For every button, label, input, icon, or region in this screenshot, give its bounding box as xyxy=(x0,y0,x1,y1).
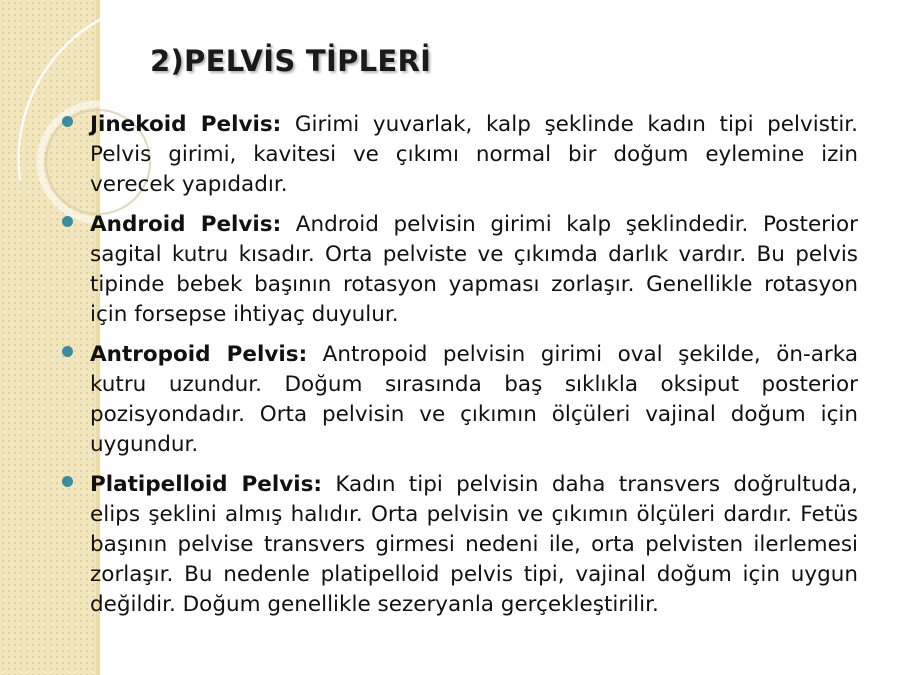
bullet-term: Jinekoid Pelvis: xyxy=(90,112,282,137)
bullet-item-android xyxy=(62,210,858,330)
bullet-text xyxy=(90,110,858,200)
bullet-item-jinekoid xyxy=(62,110,858,200)
bullet-dot-icon xyxy=(62,216,73,227)
bullet-item-antropoid xyxy=(62,340,858,460)
bullet-term: Android Pelvis: xyxy=(90,212,282,237)
bullet-text xyxy=(90,210,858,330)
bullet-text xyxy=(90,470,858,620)
bullet-dot-icon xyxy=(62,476,73,487)
bullet-term: Antropoid Pelvis: xyxy=(90,342,308,367)
bullet-description: Kadın tipi pelvisin daha transvers doğrultuda, elips şeklini almış halıdır. Orta pelvisin ve çıkımın ölçüleri dardır. Fetüs başının pelvise transvers girmesi nedeni ile, orta pelvisten ilerlemesi zorlaşır. Bu nedenle platipelloid pelvis tipi, vajinal doğum için uygun değildir. Doğum genellikle sezeryanla gerçekleştirilir. xyxy=(90,472,858,617)
bullet-description: Antropoid pelvisin girimi oval şekilde, ön-arka kutru uzundur. Doğum sırasında baş sıklıkla oksiput posterior pozisyondadır. Orta pelvisin ve çıkımın ölçüleri vajinal doğum için uygundur. xyxy=(90,342,858,457)
bullet-text xyxy=(90,340,858,460)
bullet-list xyxy=(62,110,858,630)
bullet-description: Girimi yuvarlak, kalp şeklinde kadın tipi pelvistir. Pelvis girimi, kavitesi ve çıkımı normal bir doğum eylemine izin verecek yapıdadır. xyxy=(90,112,858,197)
bullet-description: Android pelvisin girimi kalp şeklindedir. Posterior sagital kutru kısadır. Orta pelviste ve çıkımda darlık vardır. Bu pelvis tipinde bebek başının rotasyon yapması zorlaşır. Genellikle rotasyon için forsepse ihtiyaç duyulur. xyxy=(90,212,858,327)
bullet-dot-icon xyxy=(62,116,73,127)
slide-title: 2)PELVİS TİPLERİ xyxy=(150,44,432,78)
bullet-item-platipelloid xyxy=(62,470,858,620)
bullet-dot-icon xyxy=(62,346,73,357)
bullet-term: Platipelloid Pelvis: xyxy=(90,472,322,497)
